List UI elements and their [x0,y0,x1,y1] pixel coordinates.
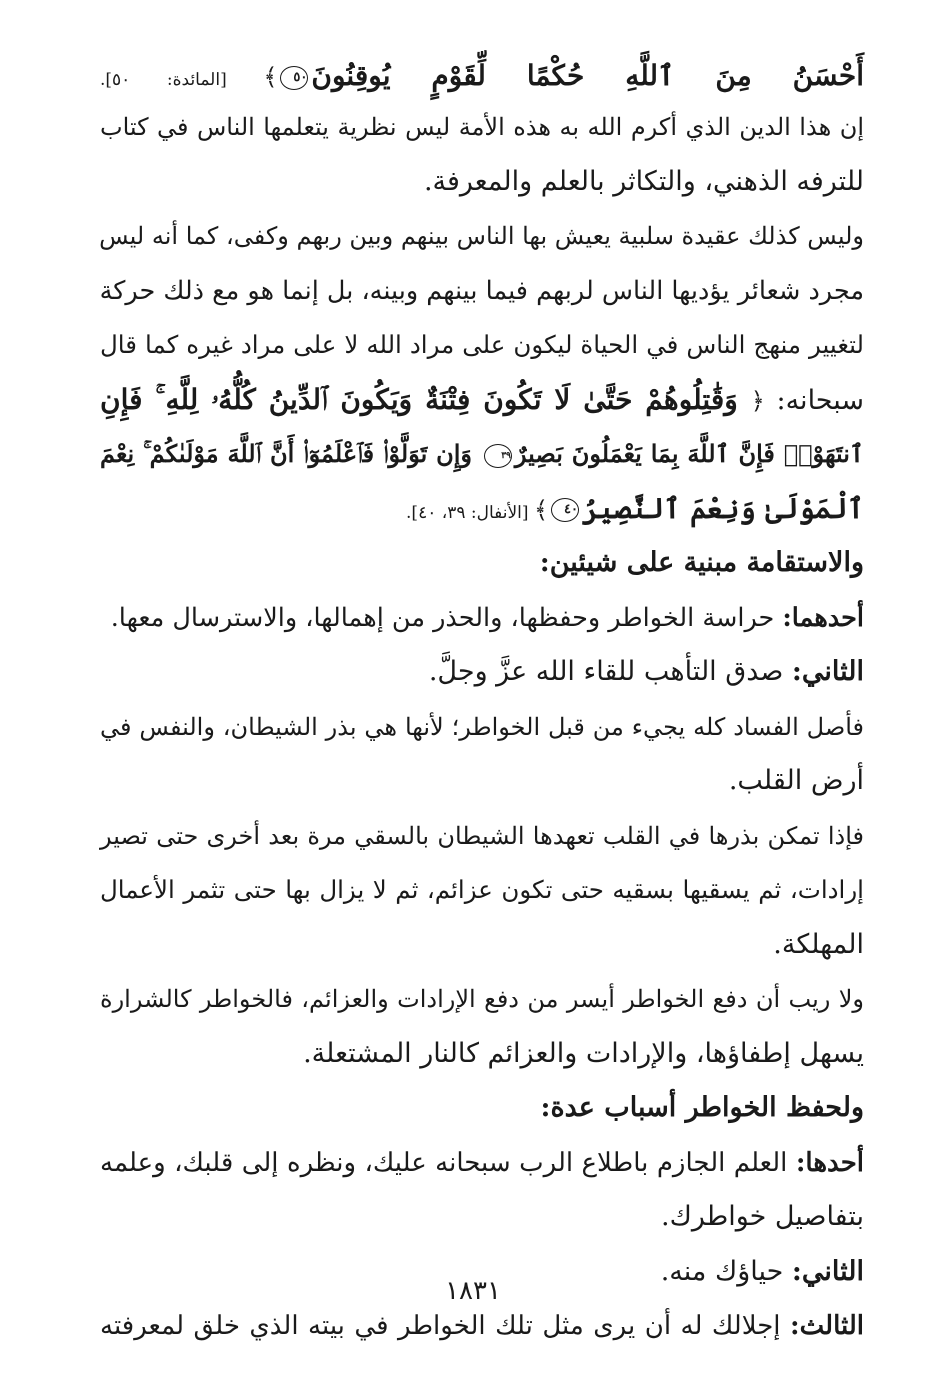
text-line [100,972,864,1027]
body-text: أرض القلب. [728,765,864,796]
body-text: لتغيير منهج الناس في الحياة ليكون على مراد الله لا على مراد غيره كما قال [100,330,864,359]
page-number: ١٨٣١ [445,1276,501,1306]
body-text: إجلالك له أن يرى مثل تلك الخواطر في بيته الذي خلق لمعرفته [100,1311,791,1341]
text-line [100,918,864,973]
text-line [100,155,864,210]
bold-heading: أحدها: [795,1147,864,1178]
text-line [100,700,864,755]
text-line [100,1027,864,1082]
quran-verse: وَقَٰتِلُوهُمْ حَتَّىٰ لَا تَكُونَ فِتْنَةٌ وَيَكُونَ ٱلدِّينُ كُلُّهُۥ لِلَّهِ ۚ فَإِنِ [100,382,751,416]
quran-verse: أَحْسَنُ مِنَ ٱللَّهِ حُكْمًا لِّقَوْمٍ يُوقِنُونَ [311,59,865,92]
body-text: حياؤك منه. [660,1255,792,1287]
page-body [100,52,864,1354]
text-line [100,100,864,155]
text-line [100,52,864,100]
body-text: مجرد شعائر يؤديها الناس لربهم فيما بينهم وبينه، بل إنما هو مع ذلك حركة [99,275,864,306]
body-text: ولا ريب أن دفع الخواطر أيسر من دفع الإرادات والعزائم، فالخواطر كالشرارة [100,985,864,1013]
text-line [100,754,864,809]
ayah-number-mark: ٤٠ [551,498,579,522]
verse-reference: [المائدة: ٥٠]. [100,70,264,90]
body-text: صدق التأهب للقاء الله عزَّ وجلَّ. [428,656,792,687]
text-line [100,264,864,319]
body-text: بتفاصيل خواطرك. [660,1201,864,1232]
bold-heading: والاستقامة مبنية على شيئين: [539,547,864,578]
bold-heading: الثاني: [791,656,864,687]
body-text: المهلكة. [773,928,864,960]
body-text: فإذا تمكن بذرها في القلب تعهدها الشيطان بالسقي مرة بعد أخرى حتى تصير [100,821,864,850]
body-text: يسهل إطفاؤها، والإرادات والعزائم كالنار المشتعلة. [303,1037,864,1069]
bold-heading: الثالث: [790,1311,864,1341]
body-text: وليس كذلك عقيدة سلبية يعيش بها الناس بينهم وبين ربهم وكفى، كما أنه ليس [99,222,864,250]
ornate-bracket: ﴾ [263,63,278,91]
body-text: للترفه الذهني، والتكاثر بالعلم والمعرفة. [423,165,864,197]
text-line [100,318,864,373]
ayah-number-mark: ٥٠ [280,66,308,90]
text-line [100,645,864,700]
text-line [100,427,864,482]
text-line [100,863,864,918]
quran-verse: ٱلْمَوْلَىٰ وَنِعْمَ ٱلنَّصِيرُ [582,491,864,525]
bold-heading: ولحفظ الخواطر أسباب عدة: [540,1092,864,1123]
ornate-bracket: ﴾ [533,495,548,524]
body-text: حراسة الخواطر وحفظها، والحذر من إهمالها، والاسترسال معها. [110,602,783,633]
ayah-number-mark: ٣٩ [484,444,512,468]
text-line [100,1299,864,1354]
body-text: إرادات، ثم يسقيها بسقيه حتى تكون عزائم، ثم لا يزال بها حتى تثمر الأعمال [100,875,864,904]
text-line [100,591,864,646]
text-line [100,209,864,264]
text-line [100,536,864,591]
text-line [100,1136,864,1191]
body-text: فأصل الفساد كله يجيء من قبل الخواطر؛ لأنها هي بذر الشيطان، والنفس في [100,712,864,741]
bold-heading: الثاني: [791,1255,864,1287]
text-line [100,373,864,428]
quran-verse: وَإِن تَوَلَّوْا۟ فَٱعْلَمُوٓا۟ أَنَّ ٱللَّهَ مَوْلَىٰكُمْ ۚ نِعْمَ [100,439,481,468]
text-line [100,809,864,864]
verse-reference: [الأنفال: ٣٩، ٤٠]. [406,502,534,523]
ornate-bracket: ﴿ [750,386,765,415]
text-line [100,1190,864,1245]
text-line [100,482,864,537]
body-text: سبحانه: [764,384,864,416]
quran-verse: ٱنتَهَوْا۟ فَإِنَّ ٱللَّهَ بِمَا يَعْمَلُونَ بَصِيرٌ [514,439,864,468]
text-line [100,1081,864,1136]
body-text: إن هذا الدين الذي أكرم الله به هذه الأمة ليس نظرية يتعلمها الناس في كتاب [100,113,864,141]
bold-heading: أحدهما: [782,602,864,633]
body-text: العلم الجازم باطلاع الرب سبحانه عليك، ونظره إلى قلبك، وعلمه [100,1147,796,1178]
